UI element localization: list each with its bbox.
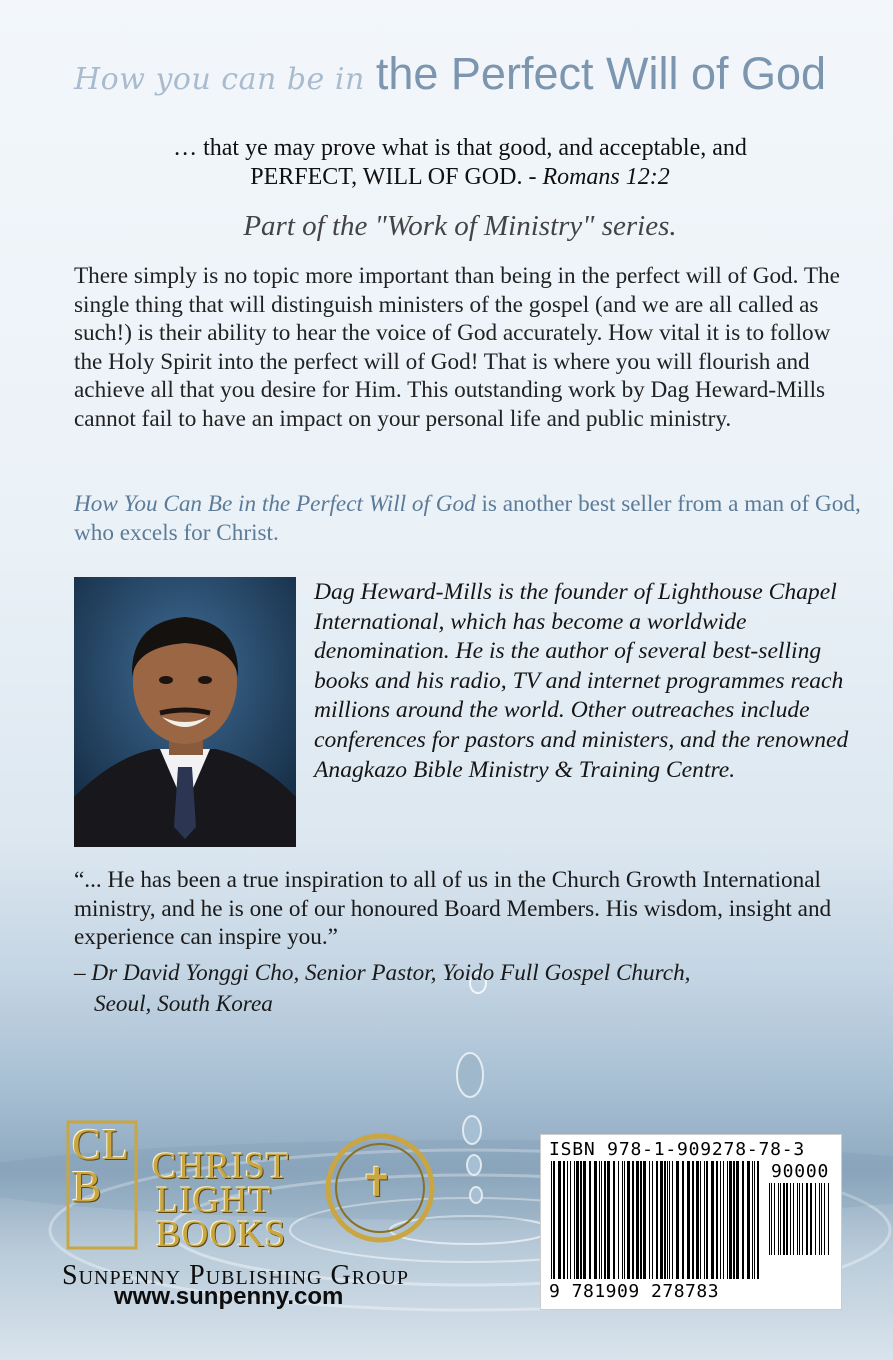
barcode-bar bbox=[742, 1161, 744, 1279]
barcode-bar bbox=[790, 1183, 791, 1255]
book-description bbox=[74, 262, 864, 434]
barcode-bar bbox=[783, 1183, 785, 1255]
barcode-bar bbox=[774, 1183, 775, 1255]
barcode-bar bbox=[828, 1183, 829, 1255]
barcode-bar bbox=[570, 1161, 571, 1279]
barcode-bar bbox=[664, 1161, 666, 1279]
barcode-bar bbox=[824, 1183, 825, 1255]
barcode-bar bbox=[696, 1161, 699, 1279]
barcode-bar bbox=[636, 1161, 639, 1279]
series-label: Part of the "Work of Ministry" series. bbox=[243, 210, 677, 242]
barcode-bar bbox=[723, 1161, 724, 1279]
logo-line-books: BOOKS bbox=[156, 1214, 287, 1255]
barcode-bar bbox=[551, 1161, 552, 1279]
barcode-bar bbox=[771, 1183, 772, 1255]
barcode-bar bbox=[716, 1161, 718, 1279]
testimonial-attribution bbox=[74, 958, 874, 1020]
addon-barcode-bars bbox=[767, 1183, 833, 1283]
barcode-bar bbox=[553, 1161, 555, 1279]
barcode-bar bbox=[736, 1161, 739, 1279]
barcode-bar bbox=[652, 1161, 653, 1279]
barcode-bar bbox=[563, 1161, 565, 1279]
barcode-bar bbox=[667, 1161, 668, 1279]
barcode-bar bbox=[580, 1161, 582, 1279]
publisher-website[interactable]: www.sunpenny.com bbox=[114, 1283, 344, 1310]
logo-line-light: LIGHT bbox=[156, 1180, 272, 1221]
barcode-bar bbox=[574, 1161, 575, 1279]
author-bio: Dag Heward-Mills is the founder of Lighthouse Chapel International, which has become a worldwide denomination. He is the author of several best-selling books and his radio, TV and internet programmes reach millions around the world. Other outreaches include conferences for pastors and ministers, and the renowned Anagkazo Bible Ministry & Training Centre. bbox=[314, 579, 849, 783]
barcode-bar bbox=[733, 1161, 735, 1279]
barcode-bar bbox=[660, 1161, 663, 1279]
ean-barcode-bars bbox=[549, 1161, 761, 1283]
barcode-bar bbox=[624, 1161, 625, 1279]
attribution-line-1: – Dr David Yonggi Cho, Senior Pastor, Yoido Full Gospel Church, bbox=[74, 960, 691, 986]
barcode-bar bbox=[656, 1161, 658, 1279]
title-script-text: How you can be in bbox=[74, 62, 365, 97]
barcode-bar bbox=[682, 1161, 684, 1279]
barcode-bar bbox=[692, 1161, 694, 1279]
barcode-bar bbox=[640, 1161, 642, 1279]
barcode-bar bbox=[599, 1161, 600, 1279]
water-drop-icon bbox=[457, 1053, 483, 1097]
barcode-bar bbox=[819, 1183, 820, 1255]
logo-monogram-text: CLB bbox=[72, 1120, 131, 1211]
barcode-bar bbox=[786, 1183, 788, 1255]
barcode-bar bbox=[711, 1161, 714, 1279]
barcode-bar bbox=[669, 1161, 670, 1279]
barcode-bar bbox=[627, 1161, 630, 1279]
book-title bbox=[74, 48, 874, 100]
barcode-bar bbox=[799, 1183, 800, 1255]
barcode-bar bbox=[613, 1161, 615, 1279]
isbn-barcode bbox=[540, 1134, 842, 1310]
barcode-bar bbox=[558, 1161, 561, 1279]
testimonial-quote: “... He has been a true inspiration to all of us in the Church Growth International ministry, and he is one of our honoured Board Members. His wisdom, insight and experience can inspire you.” bbox=[74, 867, 832, 951]
publisher-logo bbox=[60, 1110, 480, 1270]
barcode-bar bbox=[815, 1183, 816, 1255]
barcode-bar bbox=[607, 1161, 610, 1279]
barcode-bar bbox=[720, 1161, 721, 1279]
barcode-bar bbox=[632, 1161, 634, 1279]
barcode-bar bbox=[806, 1183, 808, 1255]
barcode-bar bbox=[778, 1183, 779, 1255]
barcode-bar bbox=[747, 1161, 750, 1279]
barcode-bar bbox=[618, 1161, 619, 1279]
ean-digits: 9 781909 278783 bbox=[549, 1281, 720, 1302]
barcode-bar bbox=[576, 1161, 579, 1279]
logo-line-christ: CHRIST bbox=[152, 1146, 290, 1187]
barcode-bar bbox=[754, 1161, 755, 1279]
barcode-bar bbox=[704, 1161, 705, 1279]
barcode-bar bbox=[589, 1161, 591, 1279]
barcode-bar bbox=[752, 1161, 753, 1279]
barcode-bar bbox=[604, 1161, 606, 1279]
barcode-bar bbox=[676, 1161, 679, 1279]
barcode-bar bbox=[622, 1161, 623, 1279]
price-code: 90000 bbox=[771, 1161, 830, 1182]
isbn-label: ISBN 978-1-909278-78-3 bbox=[549, 1139, 806, 1160]
barcode-bar bbox=[769, 1183, 770, 1255]
barcode-bar bbox=[797, 1183, 798, 1255]
barcode-bar bbox=[687, 1161, 690, 1279]
bestseller-text: is another best seller from a man of God, who excels for Christ. bbox=[74, 491, 861, 546]
barcode-bar bbox=[757, 1161, 759, 1279]
barcode-bar bbox=[821, 1183, 822, 1255]
title-main-text: the Perfect Will of God bbox=[375, 48, 827, 99]
description-text: There simply is no topic more important than being in the perfect will of God. The single thing that will distinguish ministers of the gospel (and we are all called as such!) is their ability to hear the voice of God accurately. How vital it is to follow the Holy Spirit into the perfect will of God! That is where you will flourish and achieve all that you desire for Him. This outstanding work by Dag Heward-Mills cannot fail to have an impact on your personal life and public ministry. bbox=[74, 263, 840, 432]
bestseller-statement bbox=[74, 490, 864, 547]
barcode-bar bbox=[601, 1161, 602, 1279]
attribution-line-2: Seoul, South Korea bbox=[94, 991, 273, 1017]
barcode-bar bbox=[793, 1183, 794, 1255]
barcode-bar bbox=[643, 1161, 646, 1279]
barcode-bar bbox=[567, 1161, 568, 1279]
barcode-bar bbox=[727, 1161, 728, 1279]
verse-line-2-text: PERFECT, WILL OF GOD. - bbox=[250, 164, 537, 190]
barcode-bar bbox=[802, 1183, 803, 1255]
verse-reference: Romans 12:2 bbox=[542, 164, 670, 190]
barcode-bar bbox=[594, 1161, 597, 1279]
barcode-bar bbox=[583, 1161, 586, 1279]
barcode-bar bbox=[700, 1161, 701, 1279]
barcode-bar bbox=[810, 1183, 812, 1255]
barcode-bar bbox=[672, 1161, 673, 1279]
bestseller-book-title: How You Can Be in the Perfect Will of God bbox=[74, 491, 476, 517]
author-photo bbox=[74, 577, 296, 847]
barcode-bar bbox=[706, 1161, 708, 1279]
logo-monogram bbox=[72, 1120, 132, 1211]
logo-cross-icon: ✝ bbox=[360, 1160, 395, 1205]
barcode-bar bbox=[729, 1161, 732, 1279]
scripture-verse bbox=[60, 134, 860, 192]
verse-line-2 bbox=[60, 163, 860, 192]
barcode-bar bbox=[649, 1161, 650, 1279]
barcode-bar bbox=[780, 1183, 781, 1255]
publisher-name: Sunpenny Publishing Group bbox=[62, 1260, 410, 1291]
verse-line-1: … that ye may prove what is that good, and acceptable, and bbox=[173, 135, 747, 161]
